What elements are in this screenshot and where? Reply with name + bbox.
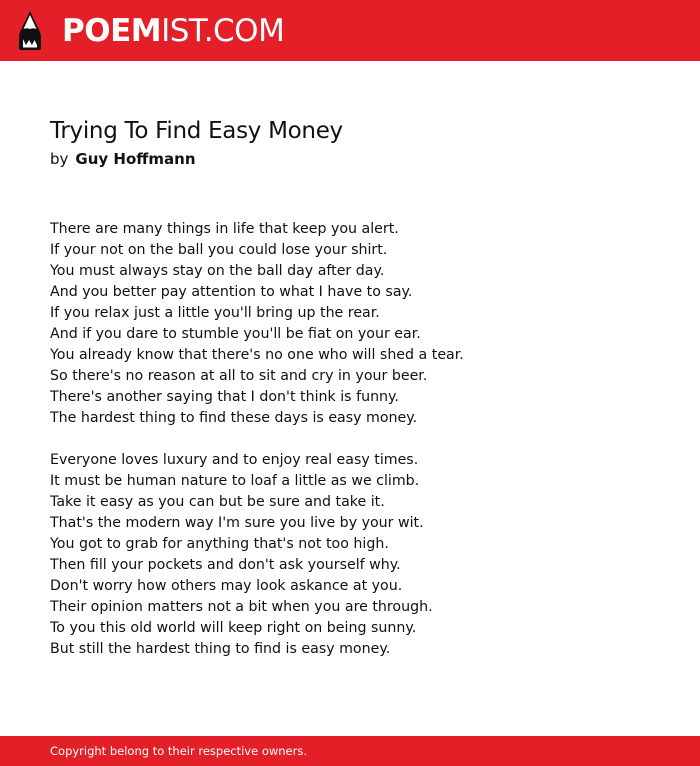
poem-title: Trying To Find Easy Money	[50, 118, 343, 144]
stanza-1	[50, 219, 670, 429]
poem-line: But still the hardest thing to find is easy money.	[50, 641, 391, 657]
poem-line: So there's no reason at all to sit and cry in your beer.	[50, 368, 428, 384]
poem-line: You must always stay on the ball day after day.	[50, 263, 385, 279]
poem-line: If you relax just a little you'll bring up the rear.	[50, 305, 380, 321]
poem-line: And you better pay attention to what I have to say.	[50, 284, 413, 300]
poem-body	[50, 219, 670, 660]
copyright-text: Copyright belong to their respective owners.	[50, 744, 308, 758]
byline	[50, 149, 196, 169]
poem-line: Don't worry how others may look askance at you.	[50, 578, 403, 594]
poem-line: If your not on the ball you could lose your shirt.	[50, 242, 388, 258]
poem-line: You already know that there's no one who will shed a tear.	[50, 347, 464, 363]
poem-line: It must be human nature to loaf a little as we climb.	[50, 473, 420, 489]
poem-line: There are many things in life that keep you alert.	[50, 221, 399, 237]
site-header	[0, 0, 700, 61]
pencil-tip-icon[interactable]	[18, 10, 42, 51]
poem-line: Take it easy as you can but be sure and take it.	[50, 494, 385, 510]
site-logo[interactable]	[62, 13, 284, 49]
poem-line: To you this old world will keep right on being sunny.	[50, 620, 417, 636]
poem-line: There's another saying that I don't think is funny.	[50, 389, 399, 405]
logo-bold-text: POEM	[62, 13, 162, 49]
logo-light-text: IST.COM	[161, 13, 285, 49]
poem-line: Then fill your pockets and don't ask yourself why.	[50, 557, 401, 573]
poem-line: The hardest thing to find these days is easy money.	[50, 410, 418, 426]
by-label: by	[50, 150, 69, 168]
poem-line: And if you dare to stumble you'll be fiat on your ear.	[50, 326, 421, 342]
stanza-2	[50, 450, 670, 660]
poem-line: You got to grab for anything that's not too high.	[50, 536, 389, 552]
poem-line: That's the modern way I'm sure you live by your wit.	[50, 515, 424, 531]
poem-line: Everyone loves luxury and to enjoy real easy times.	[50, 452, 419, 468]
poem-line: Their opinion matters not a bit when you are through.	[50, 599, 433, 615]
site-footer	[0, 736, 700, 766]
author-name: Guy Hoffmann	[75, 150, 196, 168]
